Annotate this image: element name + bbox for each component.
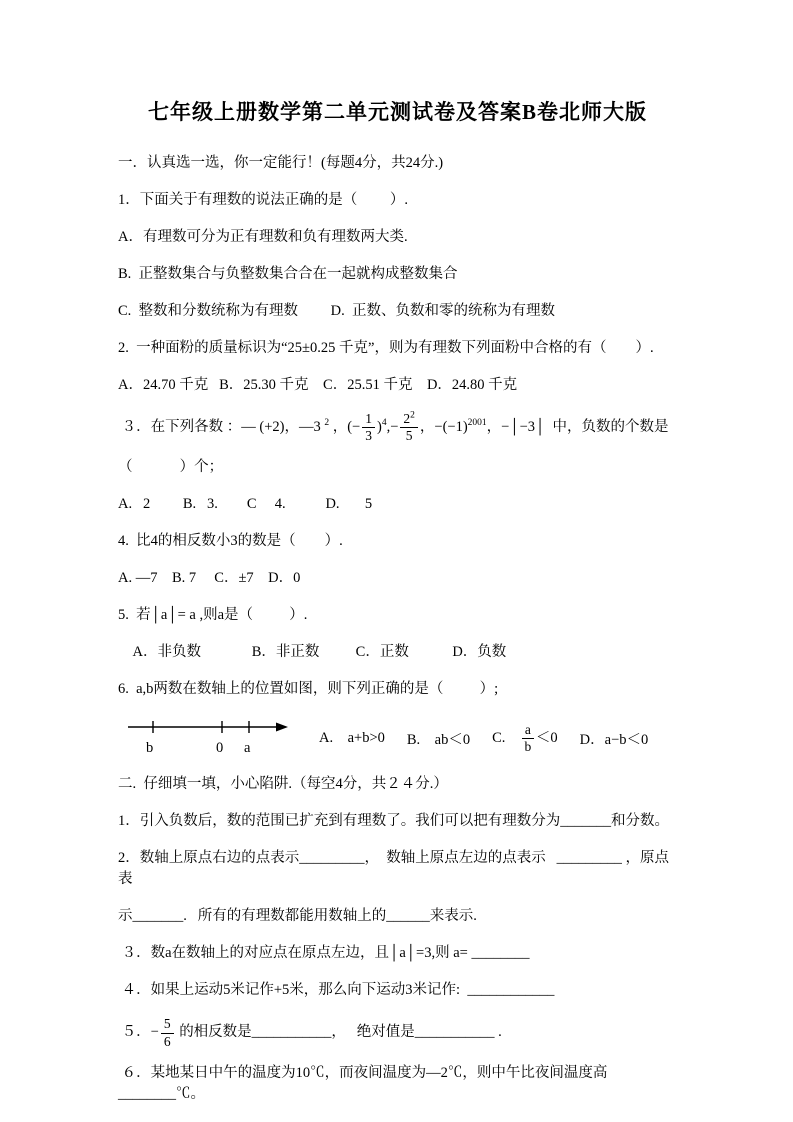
question-2-options: A．24.70 千克 B．25.30 千克 C．25.51 千克 D．24.80 千克 — [118, 377, 518, 393]
fill-4: ４．如果上运动5米记作+5米，那么向下运动3米记作: ____________ — [118, 982, 555, 999]
number-line-label-0: 0 — [216, 740, 224, 757]
number-line-axis-icon — [126, 716, 291, 738]
question-3-text-4: ,− — [386, 419, 399, 435]
exponent-4: 4 — [381, 418, 387, 429]
section1-heading: 一．认真选一选，你一定能行！(每题4分，共24分.) — [118, 155, 444, 171]
question-5-options: A．非负数 B．非正数 C．正数 D．负数 — [118, 644, 507, 661]
number-line-figure — [126, 716, 291, 760]
question-3-text-5: ，−(−1) — [419, 419, 468, 435]
section2-heading: 二. 仔细填一填，小心陷阱.（每空4分，共２４分.） — [118, 776, 448, 793]
question-6-option-a: A. a+b>0 — [319, 729, 385, 746]
fraction-two-squared-over-five: $\frac{2^2}{5}$ — [400, 412, 418, 443]
question-3-answer-blank: （ ）个； — [118, 459, 224, 476]
question-6-figure-row — [126, 716, 677, 760]
fraction-five-sixths: $\frac{5}{6}$ — [161, 1017, 174, 1048]
question-6-options — [319, 723, 648, 754]
question-4-stem: 4. 比4的相反数小3的数是（ ）. — [118, 533, 343, 550]
fill-2-line-2: 示_______. 所有的有理数都能用数轴上的______来表示. — [118, 908, 477, 925]
question-3-text-2: ，(− — [329, 419, 361, 435]
question-6-option-b: B. ab＜0 — [406, 731, 471, 748]
fraction-a-over-b: $\frac{a}{b}$ — [522, 723, 534, 754]
exponent-2: 2 — [324, 418, 330, 429]
question-1-stem: 1．下面关于有理数的说法正确的是（ ）. — [118, 192, 408, 208]
question-3-options: A. 2 B. 3. C 4. D. 5 — [118, 496, 373, 513]
question-3-stem — [118, 412, 677, 443]
question-1-option-a: A．有理数可分为正有理数和负有理数两大类. — [118, 229, 408, 245]
number-line-label-a: a — [244, 740, 251, 757]
fraction-one-third: $\frac{1}{3}$ — [362, 412, 375, 443]
question-6-option-d: D．a−b＜0 — [579, 731, 649, 748]
fill-6: ６．某地某日中午的温度为10℃，而夜间温度为—2℃，则中午比夜间温度高________℃。 — [118, 1064, 608, 1102]
question-1-options-cd: C. 整数和分数统称为有理数 D. 正数、负数和零的统称为有理数 — [118, 303, 556, 319]
question-5-stem: 5. 若│a│= a ,则a是（ ）. — [118, 607, 308, 624]
question-3-text-6: ，−│−3│ 中，负数的个数是 — [486, 419, 669, 435]
question-3-text-1: ３．在下列各数 ：— (+2)，—3 — [118, 419, 325, 435]
exponent-2b: 2 — [410, 410, 415, 421]
fill-2-line-1: 2．数轴上原点右边的点表示_________， 数轴上原点左边的点表示 _________ ，原点表 — [118, 850, 669, 888]
fill-3: ３．数a在数轴上的对应点在原点左边，且│a│=3,则 a= ________ — [118, 945, 530, 962]
question-3-text-3: ) — [376, 419, 382, 435]
fill-1: 1．引入负数后，数的范围已扩充到有理数了。我们可以把有理数分为_______和分数。 — [118, 813, 669, 830]
page-title: 七年级上册数学第二单元测试卷及答案B卷北师大版 — [147, 100, 647, 124]
exponent-2001: 2001 — [467, 418, 487, 429]
question-4-options: A. —7 B. 7 C．±7 D．0 — [118, 570, 301, 587]
fill-5: ５．− $\frac{5}{6}$ 的相反数是___________， 绝对值是___________ . — [118, 1016, 502, 1049]
number-line-label-b: b — [146, 740, 154, 757]
question-6-option-c: C. $\frac{a}{b}$ ＜0 — [492, 721, 558, 754]
question-6-stem: 6. a,b两数在数轴上的位置如图，则下列正确的是（ ）; — [118, 681, 499, 698]
question-1-option-b: B. 正整数集合与负整数集合合在一起就构成整数集合 — [118, 266, 458, 282]
question-2-stem: 2. 一种面粉的质量标识为“25±0.25 千克”，则为有理数下列面粉中合格的有（ ）. — [118, 340, 654, 356]
